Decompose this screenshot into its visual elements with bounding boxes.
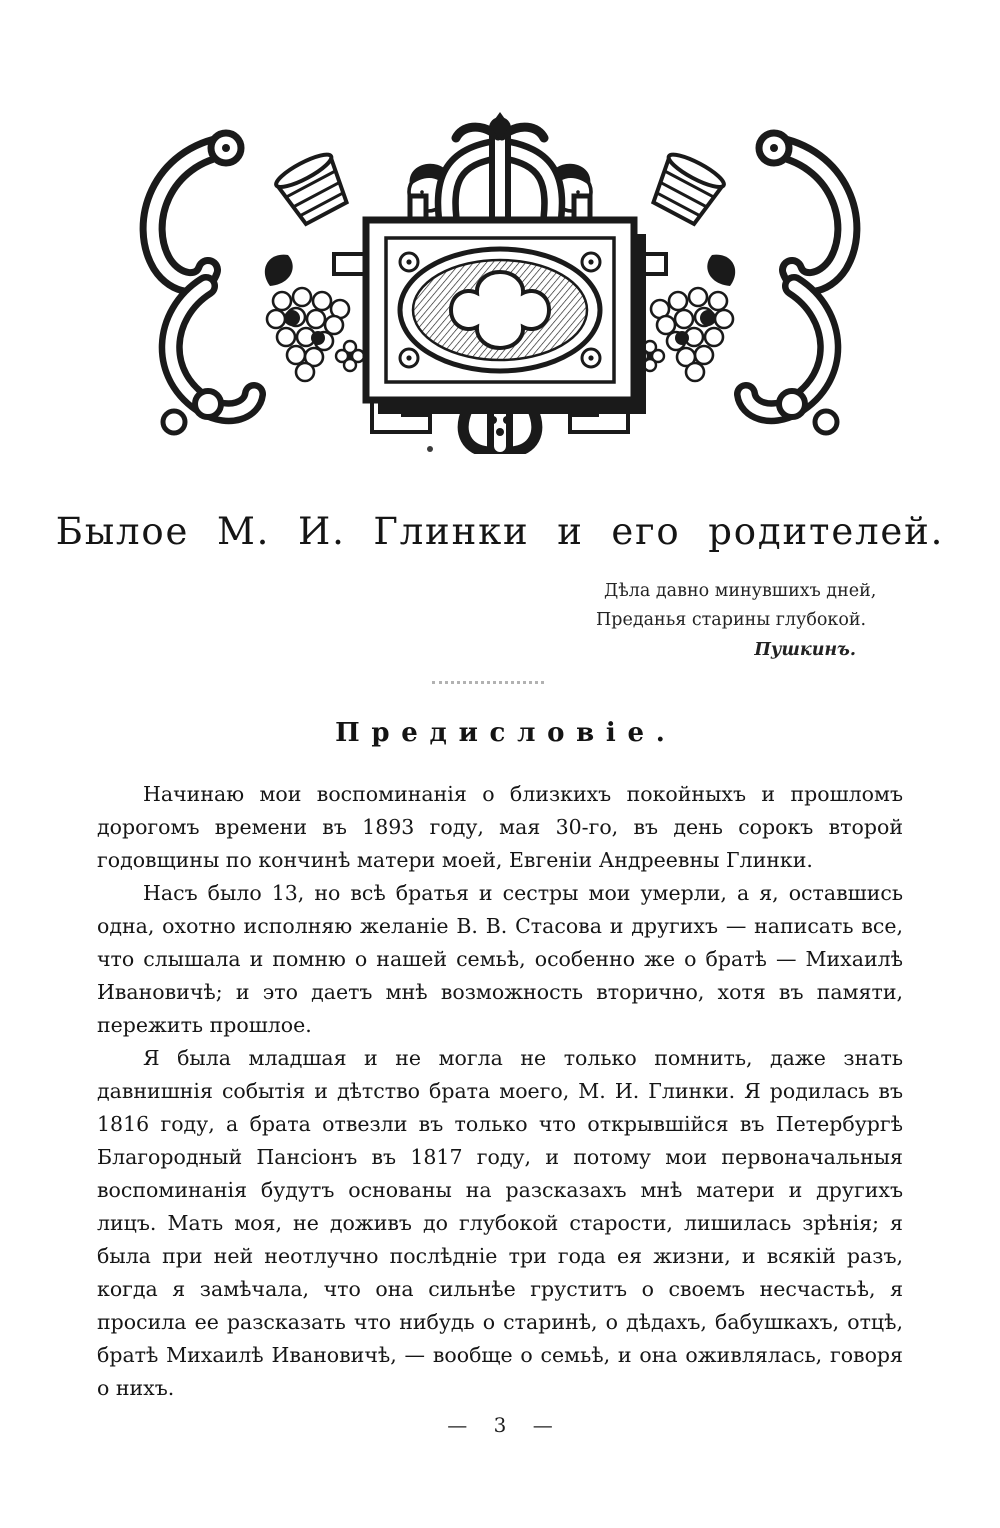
paragraph: Насъ было 13, но всѣ братья и сестры мои умерли, а я, оставшись одна, охотно исполняю желаніе В. В. Стасова и другихъ — написать все, что слышала и помню о нашей семьѣ, особенно же о братѣ — Михаилѣ Ивановичѣ; и это даетъ мнѣ возможность вторично, хотя въ памяти, пережить прошлое. bbox=[97, 881, 903, 1037]
epigraph-line: Дѣла давно минувшихъ дней, bbox=[604, 581, 877, 601]
epigraph-attribution: Пушкинъ. bbox=[754, 640, 856, 660]
epigraph bbox=[596, 577, 877, 665]
paragraph: Я была младшая и не могла не только помнить, даже знать давнишнія событія и дѣтство брата моего, М. И. Глинки. Я родилась въ 1816 году, а брата отвезли въ только что открывшійся въ Петербургѣ Благородный Пансіонъ въ 1817 году, и потому мои первоначальныя воспоминанія будутъ основаны на разсказахъ мнѣ матери и другихъ лицъ. Мать моя, не доживъ до глубокой старости, лишилась зрѣнія; я была при ней неотлучно послѣдніе три года ея жизни, и всякій разъ, когда я замѣчала, что она сильнѣе груститъ о своемъ несчастьѣ, я просила ее разсказать что нибудь о старинѣ, о дѣдахъ, бабушкахъ, отцѣ, братѣ Михаилѣ Ивановичѣ, — вообще о семьѣ, и она оживлялась, говоря о нихъ. bbox=[97, 1046, 903, 1400]
body-text bbox=[97, 778, 903, 1405]
section-heading: Предисловіе. bbox=[335, 718, 677, 748]
book-title: Былое М. И. Глинки и его родителей. bbox=[55, 510, 945, 553]
headpiece-engraving-icon bbox=[110, 104, 890, 454]
paragraph: Начинаю мои воспоминанія о близкихъ покойныхъ и прошломъ дорогомъ времени въ 1893 году, мая 30-го, въ день сорокъ второй годовщины по кончинѣ матери моей, Евгеніи Андреевны Глинки. bbox=[97, 782, 903, 872]
ornament-divider bbox=[432, 681, 544, 684]
page-number: — 3 — bbox=[447, 1413, 553, 1437]
epigraph-line: Преданья старины глубокой. bbox=[596, 610, 867, 630]
book-page bbox=[0, 104, 1000, 1528]
